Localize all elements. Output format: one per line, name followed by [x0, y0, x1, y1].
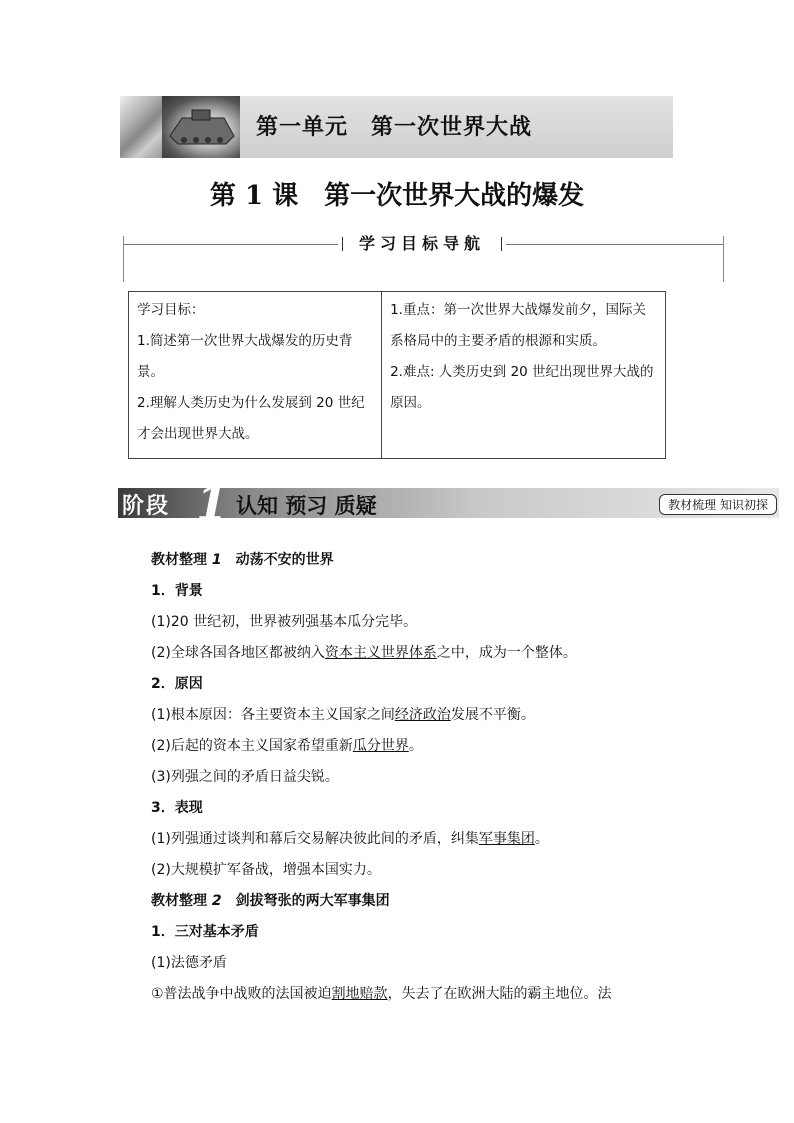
battlefield-image	[120, 96, 162, 158]
subheading: 2．原因	[151, 676, 203, 692]
text-part: 发展不平衡。	[450, 707, 535, 723]
key-term: 经济政治	[394, 707, 451, 723]
nav-label: 学习目标导航	[338, 232, 506, 256]
stage-number: 1	[196, 476, 229, 530]
text-part: (2)后起的资本主义国家希望重新	[151, 738, 353, 754]
text-part: 。	[534, 831, 549, 847]
section-heading	[151, 548, 691, 579]
unit-banner	[120, 96, 673, 158]
text-line	[151, 641, 691, 672]
key-term: 资本主义世界体系	[324, 645, 437, 661]
subheading: 1．背景	[151, 583, 203, 599]
text-line	[151, 827, 691, 858]
text-line	[151, 982, 691, 1013]
text-line: (1)法德矛盾	[151, 955, 227, 971]
text-part: 之中，成为一个整体。	[436, 645, 577, 661]
section-number: 2	[211, 893, 222, 909]
subheading: 3．表现	[151, 800, 203, 816]
key-point-line: 1.重点：第一次世界大战爆发前夕，国际关系格局中的主要矛盾的根源和实质。	[390, 302, 646, 349]
section-head-label: 教材整理	[151, 552, 207, 568]
objective-line: 2.理解人类历史为什么发展到 20 世纪才会出现世界大战。	[137, 395, 365, 442]
text-part: ①普法战争中战败的法国被迫	[151, 986, 332, 1002]
stage-header	[118, 476, 779, 530]
section-title: 剑拔弩张的两大军事集团	[235, 893, 390, 909]
objectives-table	[128, 291, 666, 459]
section-heading	[151, 889, 691, 920]
nav-divider-right	[505, 244, 723, 245]
text-part: (2)全球各国各地区都被纳入	[151, 645, 325, 661]
lesson-content	[151, 548, 691, 1013]
text-part: (1)根本原因：各主要资本主义国家之间	[151, 707, 395, 723]
lesson-title: 第 1 课 第一次世界大战的爆发	[209, 181, 585, 211]
text-line	[151, 703, 691, 734]
key-term: 军事集团	[478, 831, 535, 847]
section-head-label: 教材整理	[151, 893, 207, 909]
text-line: (1)20 世纪初，世界被列强基本瓜分完毕。	[151, 614, 418, 630]
nav-divider-left	[123, 244, 339, 245]
objectives-cell	[129, 292, 382, 459]
section-title: 动荡不安的世界	[235, 552, 334, 568]
subheading: 1．三对基本矛盾	[151, 924, 259, 940]
key-points-cell	[382, 292, 666, 459]
unit-title: 第一单元 第一次世界大战	[256, 114, 533, 140]
text-line: (3)列强之间的矛盾日益尖锐。	[151, 769, 339, 785]
objective-line: 学习目标：	[137, 302, 205, 318]
text-line: (2)大规模扩军备战，增强本国实力。	[151, 862, 381, 878]
key-term: 割地赔款	[331, 986, 388, 1002]
section-number: 1	[211, 552, 222, 568]
key-term: 瓜分世界	[352, 738, 409, 754]
stage-tag: 教材梳理 知识初探	[659, 494, 777, 515]
text-part: ，失去了在欧洲大陆的霸主地位。法	[387, 986, 612, 1002]
key-point-line: 2.难点: 人类历史到 20 世纪出现世界大战的原因。	[390, 364, 654, 411]
stage-word: 阶段	[122, 494, 171, 519]
stage-title: 认知 预习 质疑	[236, 493, 377, 518]
text-line	[151, 734, 691, 765]
objective-line: 1.简述第一次世界大战爆发的历史背景。	[137, 333, 353, 380]
tank-image	[162, 96, 240, 158]
text-part: 。	[408, 738, 423, 754]
text-part: (1)列强通过谈判和幕后交易解决彼此间的矛盾，纠集	[151, 831, 479, 847]
